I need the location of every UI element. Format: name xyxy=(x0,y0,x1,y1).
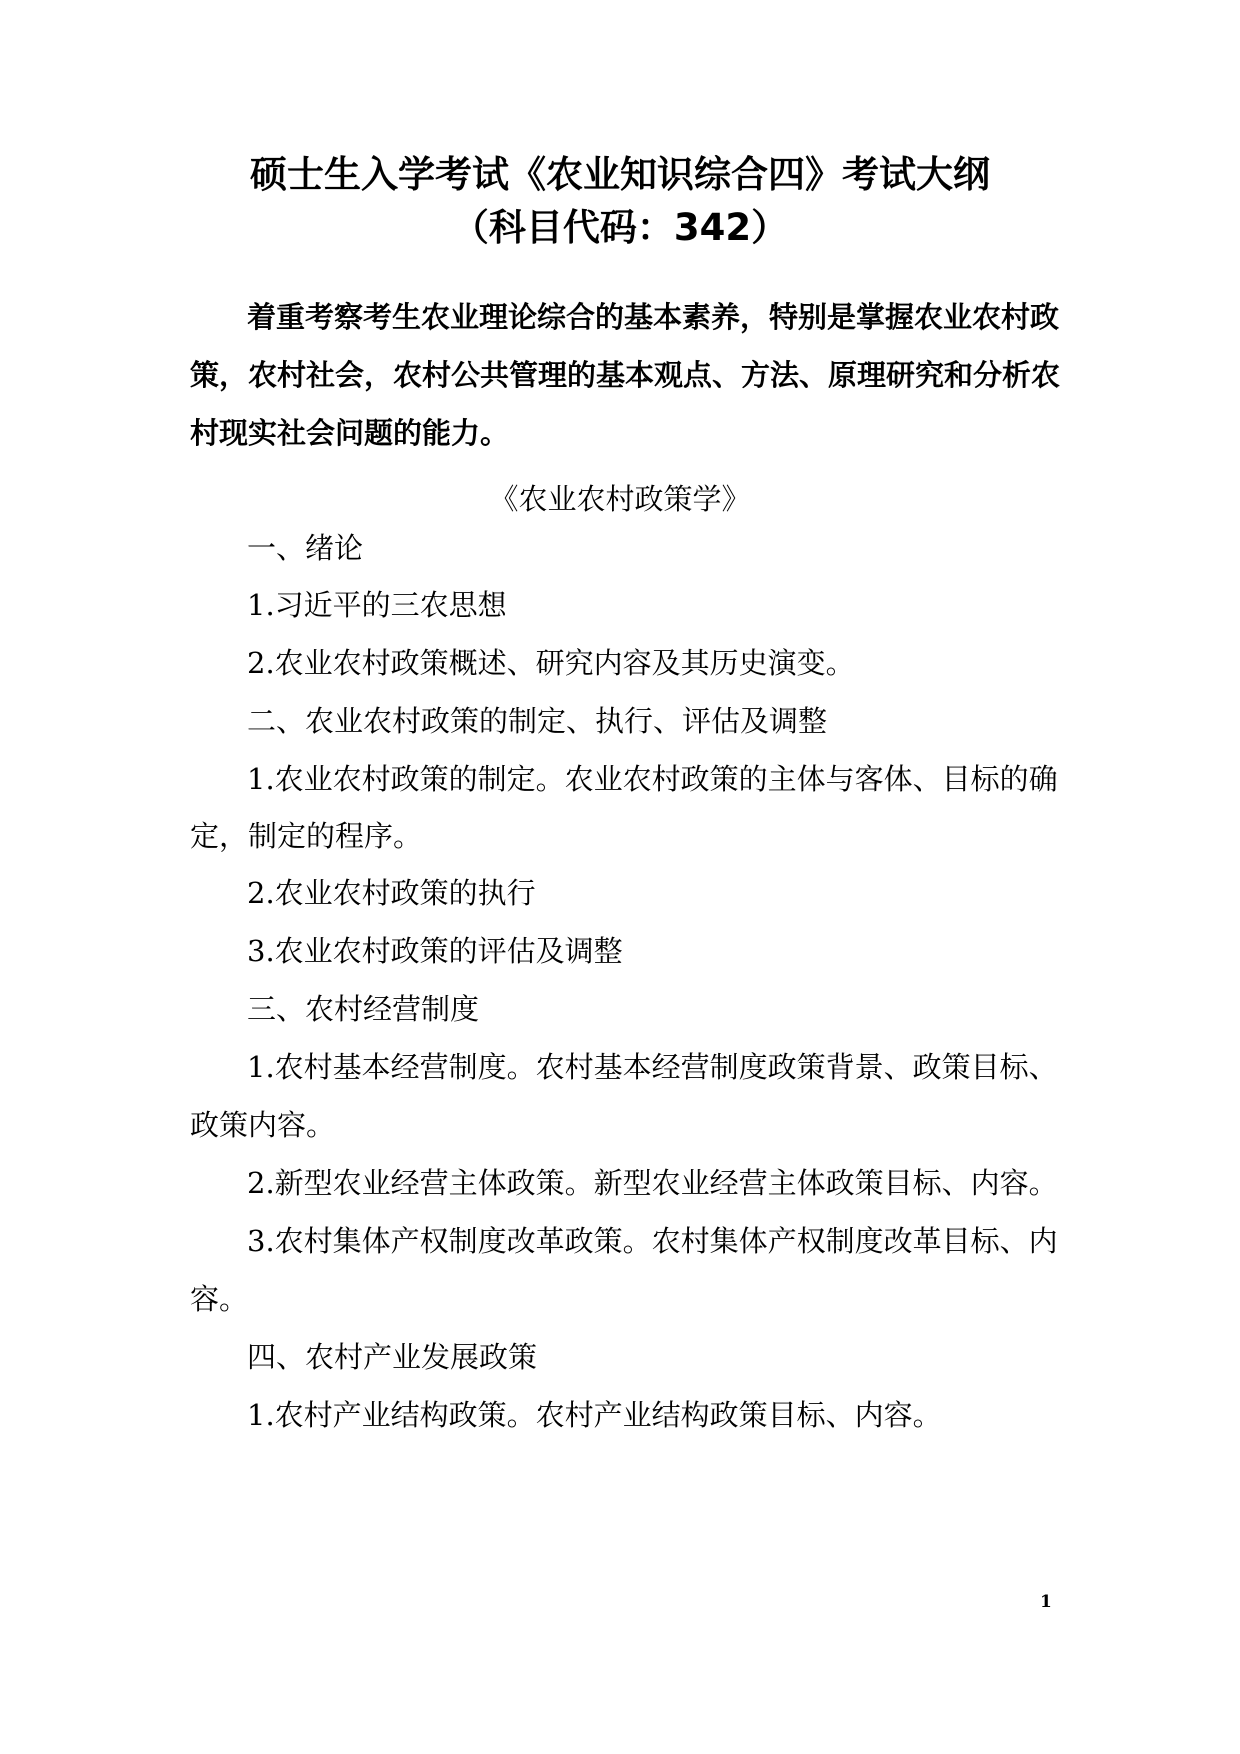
outline-line: 3.农村集体产权制度改革政策。农村集体产权制度改革目标、内 xyxy=(247,1224,1058,1258)
outline-line: 2.农业农村政策的执行 xyxy=(247,876,536,910)
outline-line: 1.农村产业结构政策。农村产业结构政策目标、内容。 xyxy=(247,1398,942,1432)
outline-line: 容。 xyxy=(190,1282,249,1316)
outline-line: 三、农村经营制度 xyxy=(247,992,480,1026)
outline-line: 二、农业农村政策的制定、执行、评估及调整 xyxy=(247,704,828,738)
intro-line-2: 策，农村社会，农村公共管理的基本观点、方法、原理研究和分析农 xyxy=(190,358,1061,392)
document-title: 硕士生入学考试《农业知识综合四》考试大纲 xyxy=(250,153,990,196)
outline-line: 3.农业农村政策的评估及调整 xyxy=(247,934,623,968)
outline-line: 1.农村基本经营制度。农村基本经营制度政策背景、政策目标、 xyxy=(247,1050,1058,1084)
outline-line: 政策内容。 xyxy=(190,1108,336,1142)
intro-line-1: 着重考察考生农业理论综合的基本素养，特别是掌握农业农村政 xyxy=(247,300,1060,334)
outline-line: 四、农村产业发展政策 xyxy=(247,1340,538,1374)
section-title: 《农业农村政策学》 xyxy=(489,482,751,516)
page-number: 1 xyxy=(1040,1592,1052,1612)
outline-line: 2.农业农村政策概述、研究内容及其历史演变。 xyxy=(247,646,855,680)
outline-line: 一、绪论 xyxy=(247,531,364,565)
outline-line: 2.新型农业经营主体政策。新型农业经营主体政策目标、内容。 xyxy=(247,1166,1058,1200)
outline-line: 1.习近平的三农思想 xyxy=(247,588,507,622)
outline-line: 1.农业农村政策的制定。农业农村政策的主体与客体、目标的确 xyxy=(247,762,1058,796)
subject-code: （科目代码：342） xyxy=(451,206,789,249)
outline-line: 定，制定的程序。 xyxy=(190,819,423,853)
intro-line-3: 村现实社会问题的能力。 xyxy=(190,416,510,450)
